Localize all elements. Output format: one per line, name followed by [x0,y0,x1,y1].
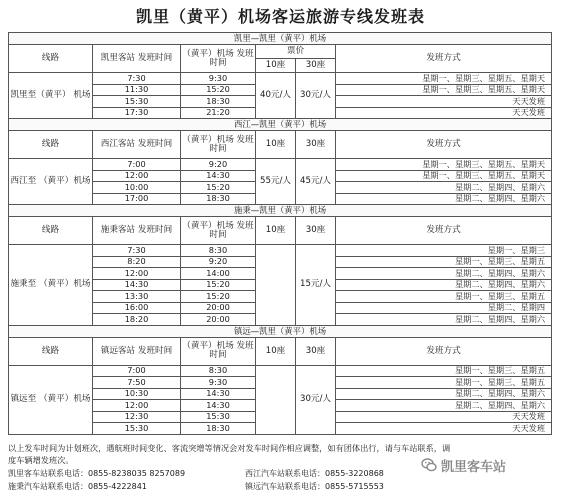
seat10-header: 10座 [256,337,296,365]
arrival-time: 15:20 [181,182,256,194]
header-row [9,337,552,351]
route-header: 线路 [9,217,93,245]
watermark-text: 凯里客车站 [441,459,507,475]
header-row [9,131,552,145]
schedule-days: 星期二、星期四、星期六 [336,388,552,400]
section-title-row [9,325,552,337]
schedule-days: 星期二、星期四、星期六 [336,279,552,291]
section-title: 凯里—凯里（黄平）机场 [9,33,552,45]
price-10-seat [256,245,296,326]
arrival-time: 14:00 [181,268,256,280]
wechat-icon [421,457,437,473]
departure-time: 10:30 [93,388,181,400]
price-10-seat: 55元/人 [256,159,296,205]
departure-time: 8:20 [93,256,181,268]
table-row [9,159,552,171]
arrival-time: 8:30 [181,245,256,257]
arrival-time: 14:30 [181,400,256,412]
arrival-time: 18:30 [181,193,256,205]
arrival-time: 20:00 [181,302,256,314]
route-name: 施秉至 （黄平）机场 [9,245,93,326]
schedule-days: 星期一、星期三、星期五、星期天 [336,170,552,182]
departure-time: 12:00 [93,400,181,412]
departure-time: 7:30 [93,73,181,85]
departure-time: 17:30 [93,107,181,119]
table-row [9,365,552,377]
seat30-header: 30座 [296,131,336,159]
schedule-days: 天天发班 [336,411,552,423]
schedule-days: 星期一、星期三 [336,245,552,257]
contact-xijiang: 西江汽车站联系电话：0855-3220868 [245,469,384,478]
schedule-days: 星期一、星期三、星期五 [336,256,552,268]
note-line-1: 以上发车时间为计划班次，遇航班时间变化、客流突增等情况会对发车时间作相应调整，如有团体出行，请与车站联系，调 [8,443,451,453]
price-10-seat: 40元/人 [256,73,296,119]
arrival-time: 18:30 [181,96,256,108]
schedule-days: 星期二、星期四、星期六 [336,193,552,205]
seat30-header: 30座 [296,337,336,365]
arrival-time: 21:20 [181,107,256,119]
watermark [418,455,509,475]
header-row [9,45,552,59]
schedule-days: 星期二、星期四、星期六 [336,400,552,412]
note-line-2: 度车辆增发班次。 [8,455,74,465]
departure-time: 16:00 [93,302,181,314]
section-title: 镇远—凯里（黄平）机场 [9,325,552,337]
days-header: 发班方式 [336,217,552,245]
arrival-time: 15:20 [181,84,256,96]
price-30-seat: 30元/人 [296,73,336,119]
airport-time-header: （黄平）机场 发班时间 [181,131,256,159]
contact-zhenyuan: 镇远汽车站联系电话：0855-5715553 [245,482,384,491]
schedule-days: 星期二、星期四、星期六 [336,314,552,326]
departure-time: 17:00 [93,193,181,205]
price-10-seat [256,365,296,434]
arrival-time: 8:30 [181,365,256,377]
schedule-days: 星期二、星期四 [336,302,552,314]
price-30-seat: 15元/人 [296,245,336,326]
departure-time: 10:00 [93,182,181,194]
days-header: 发班方式 [336,131,552,159]
schedule-table [8,32,552,435]
route-name: 凯里至（黄平） 机场 [9,73,93,119]
schedule-days: 天天发班 [336,107,552,119]
fare-header: 票价 [256,45,336,59]
departure-time: 12:30 [93,411,181,423]
price-30-seat: 45元/人 [296,159,336,205]
station-time-header: 西江客站 发班时间 [93,131,181,159]
station-time-header: 施秉客站 发班时间 [93,217,181,245]
departure-time: 11:30 [93,84,181,96]
schedule-days: 星期二、星期四、星期六 [336,182,552,194]
schedule-days: 天天发班 [336,96,552,108]
schedule-days: 天天发班 [336,423,552,435]
arrival-time: 20:00 [181,314,256,326]
arrival-time: 15:20 [181,279,256,291]
schedule-days: 星期一、星期三、星期五 [336,377,552,389]
station-time-header: 镇远客站 发班时间 [93,337,181,365]
arrival-time: 14:30 [181,388,256,400]
days-header: 发班方式 [336,337,552,365]
schedule-days: 星期一、星期三、星期五、星期天 [336,73,552,85]
arrival-time: 9:30 [181,73,256,85]
seat30-header: 30座 [296,59,336,73]
route-header: 线路 [9,337,93,365]
departure-time: 7:00 [93,365,181,377]
section-title: 西江—凯里（黄平）机场 [9,119,552,131]
departure-time: 14:30 [93,279,181,291]
section-title: 施秉—凯里（黄平）机场 [9,205,552,217]
arrival-time: 14:30 [181,170,256,182]
header-row [9,217,552,231]
route-header: 线路 [9,45,93,73]
departure-time: 7:30 [93,245,181,257]
days-header: 发班方式 [336,45,552,73]
schedule-days: 星期一、星期三、星期五、星期天 [336,159,552,171]
section-title-row [9,205,552,217]
departure-time: 7:00 [93,159,181,171]
departure-time: 15:30 [93,423,181,435]
contact-kaili: 凯里客车站联系电话：0855-8238035 8257089 [8,469,186,478]
route-name: 西江至 （黄平）机场 [9,159,93,205]
seat10-header: 10座 [256,217,296,245]
station-time-header: 凯里客站 发班时间 [93,45,181,73]
arrival-time: 15:30 [181,411,256,423]
table-row [9,73,552,85]
departure-time: 13:30 [93,291,181,303]
arrival-time: 18:30 [181,423,256,435]
schedule-days: 星期一、星期三、星期五 [336,291,552,303]
airport-time-header: （黄平）机场 发班时间 [181,337,256,365]
departure-time: 12:00 [93,268,181,280]
airport-time-header: （黄平）机场 发班时间 [181,45,256,73]
arrival-time: 9:20 [181,256,256,268]
contact-shibing: 施秉汽车站联系电话：0855-4222841 [8,482,147,491]
route-name: 镇远至 （黄平）机场 [9,365,93,434]
departure-time: 18:20 [93,314,181,326]
route-header: 线路 [9,131,93,159]
arrival-time: 9:30 [181,377,256,389]
departure-time: 12:00 [93,170,181,182]
airport-time-header: （黄平）机场 发班时间 [181,217,256,245]
arrival-time: 15:20 [181,291,256,303]
seat10-header: 10座 [256,59,296,73]
departure-time: 15:30 [93,96,181,108]
price-30-seat: 30元/人 [296,365,336,434]
table-row [9,245,552,257]
schedule-days: 星期二、星期四、星期六 [336,268,552,280]
arrival-time: 9:20 [181,159,256,171]
section-title-row [9,33,552,45]
seat30-header: 30座 [296,217,336,245]
departure-time: 7:50 [93,377,181,389]
page-title: 凯里（黄平）机场客运旅游专线发班表 [135,7,425,26]
seat10-header: 10座 [256,131,296,159]
schedule-days: 星期一、星期三、星期五 [336,365,552,377]
section-title-row [9,119,552,131]
schedule-days: 星期一、星期三、星期五、星期天 [336,84,552,96]
